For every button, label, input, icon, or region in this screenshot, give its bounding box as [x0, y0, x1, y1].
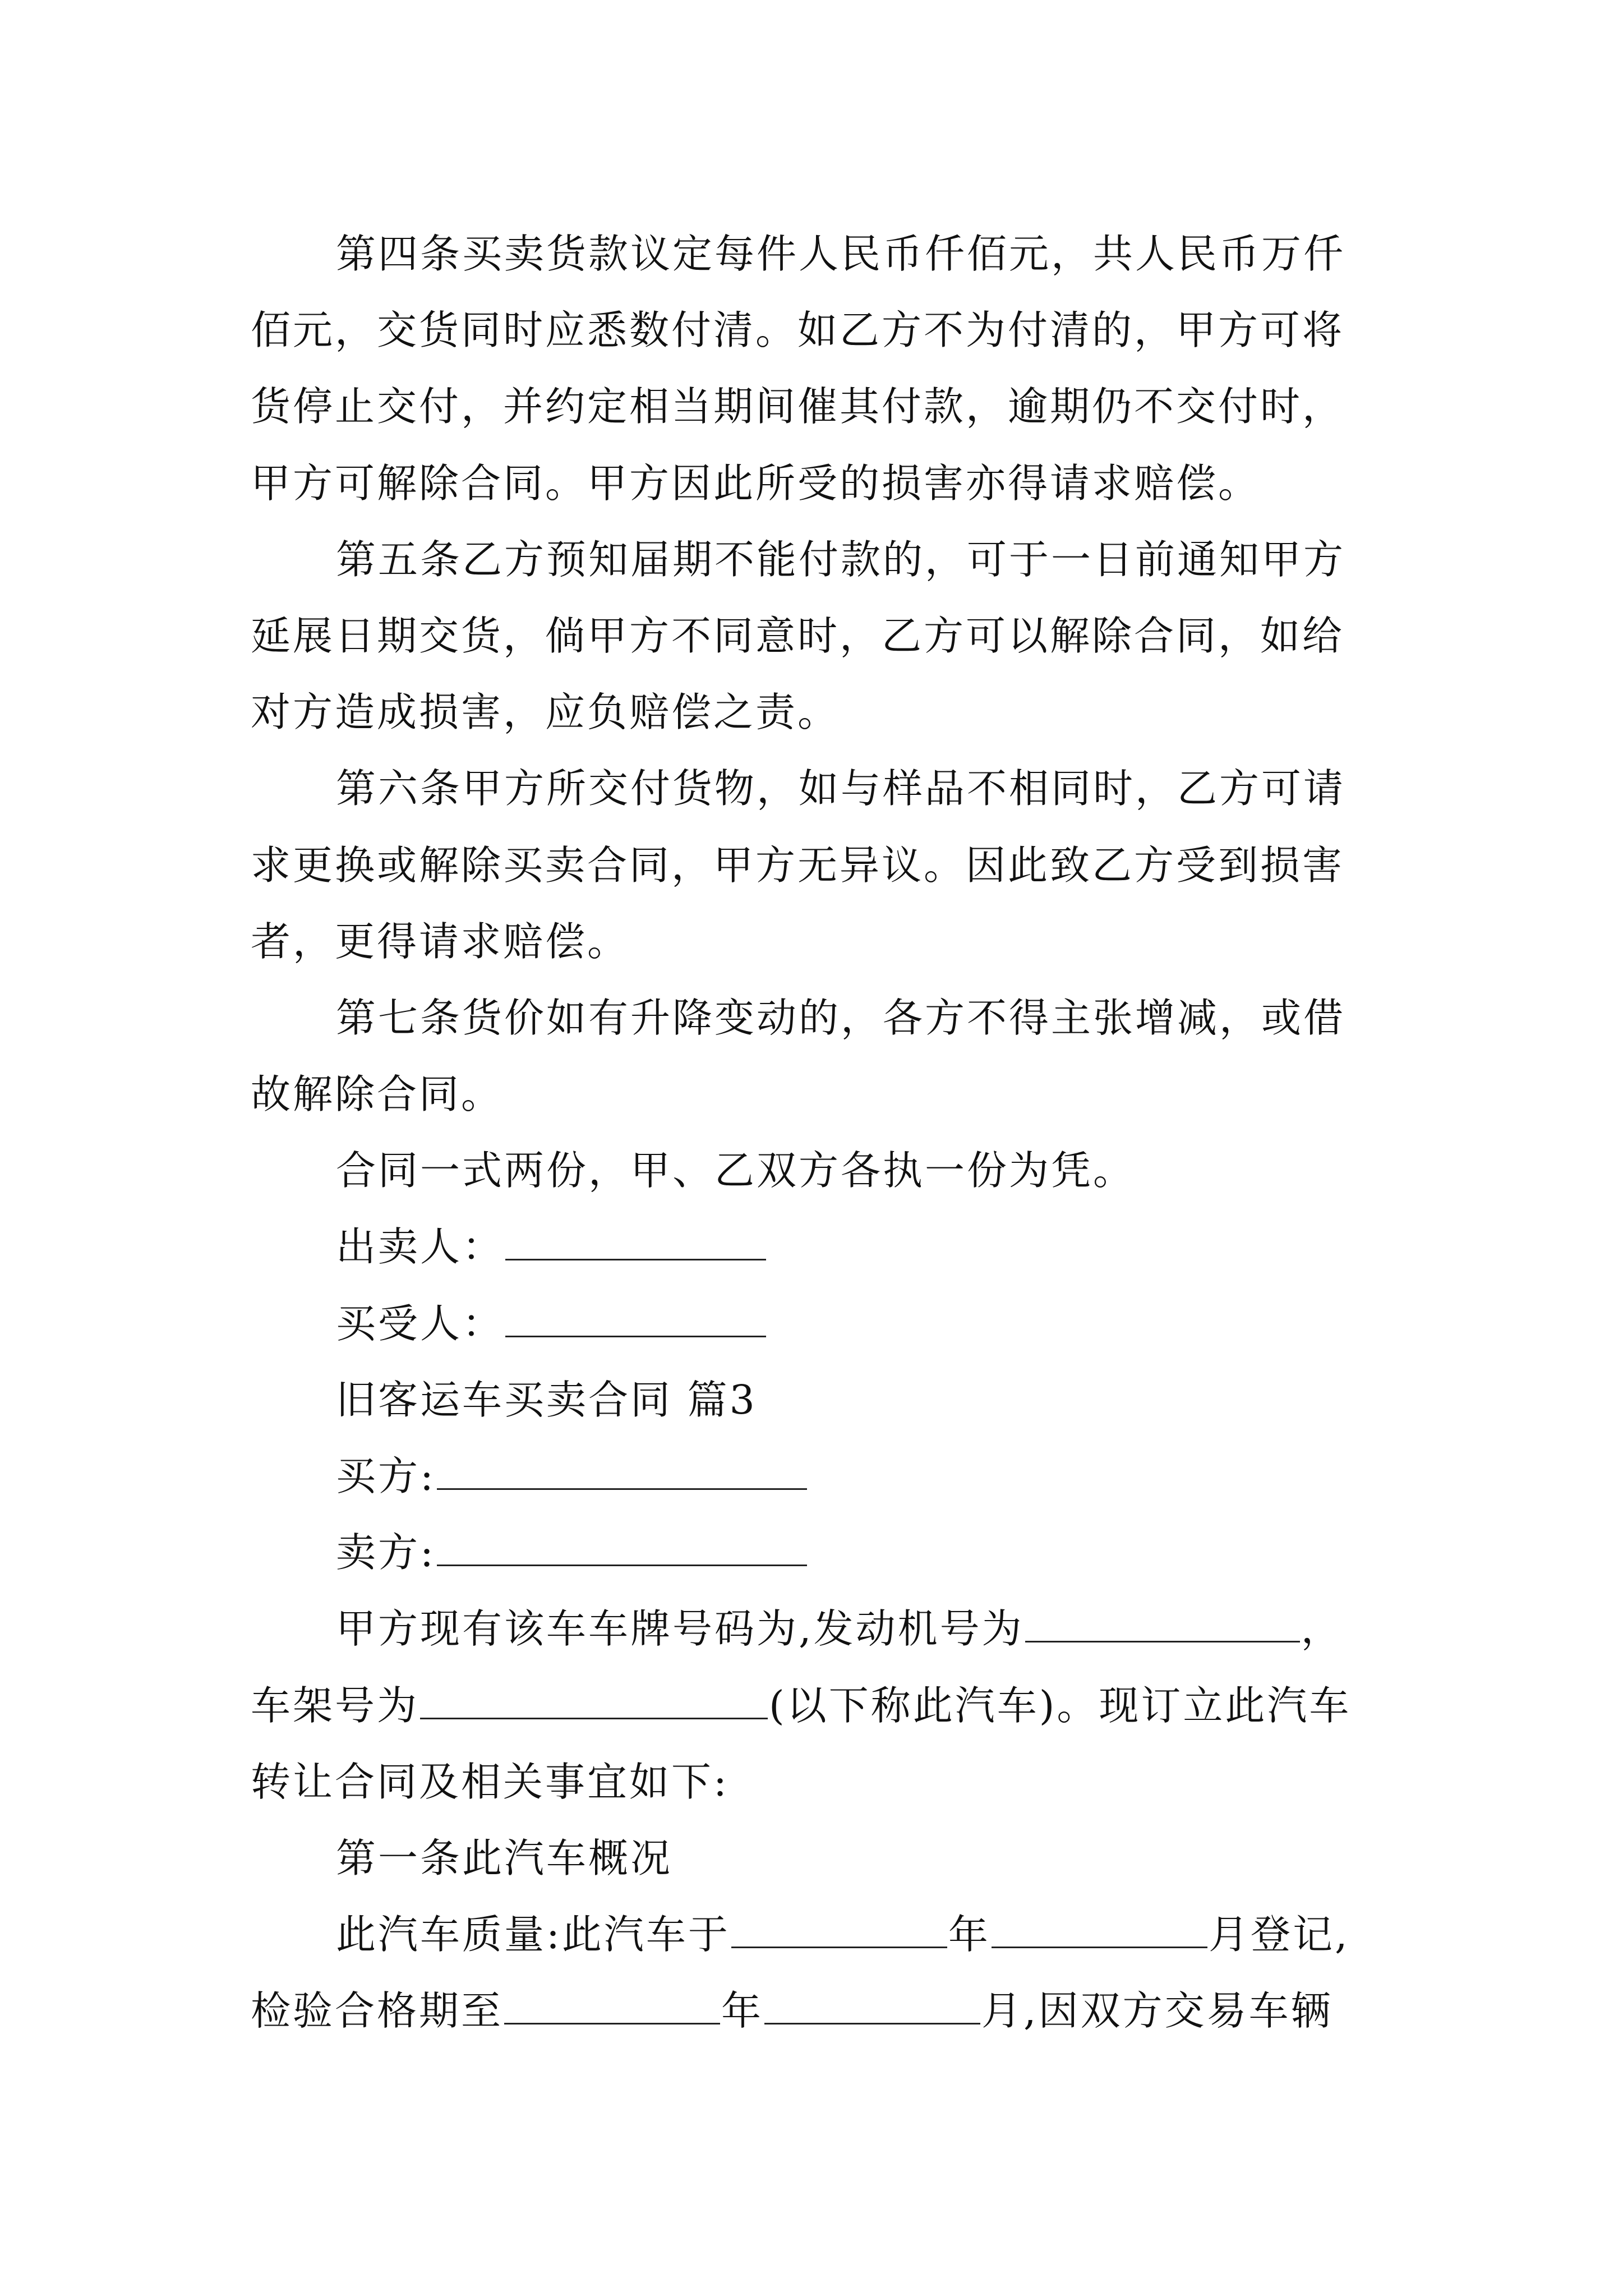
quality-line-2	[251, 1973, 1373, 2049]
article5-line-3: 对方造成损害，应负赔偿之责。	[251, 689, 840, 736]
vehicle-intro-line-2	[251, 1668, 1373, 1744]
article6-line-1: 第六条甲方所交付货物，如与样品不相同时，乙方可请	[336, 765, 1346, 812]
article6-line-3: 者，更得请求赔偿。	[251, 918, 630, 965]
seller-blank	[437, 1532, 807, 1566]
quality-text-1: 此汽车质量:此汽车于	[336, 1911, 730, 1958]
vehicle-intro-comma: ，	[1301, 1605, 1343, 1653]
vehicle-intro-text-2: (以下称此汽车)。现订立此汽车	[769, 1682, 1352, 1729]
buyer-party-line	[251, 1438, 1373, 1515]
engine-number-blank	[1025, 1608, 1300, 1642]
registration-year-blank	[731, 1914, 947, 1948]
seller-party-line	[251, 1515, 1373, 1591]
inspection-year-blank	[504, 1990, 720, 2024]
article7-line-1: 第七条货价如有升降变动的，各方不得主张增减，或借	[336, 994, 1346, 1041]
frame-number-label: 车架号为	[251, 1682, 419, 1729]
buyer-blank	[437, 1456, 807, 1490]
seller-signature-line	[251, 1209, 1373, 1285]
article5-line-1: 第五条乙方预知届期不能付款的，可于一日前通知甲方	[336, 536, 1346, 583]
vehicle-intro-line-3: 转让合同及相关事宜如下:	[251, 1758, 729, 1805]
year-label-1: 年	[948, 1911, 990, 1958]
quality-line-1	[251, 1897, 1373, 1973]
article4-line-4: 甲方可解除合同。甲方因此所受的损害亦得请求赔偿。	[251, 459, 1261, 507]
article4-line-1: 第四条买卖货款议定每件人民币仟佰元，共人民币万仟	[336, 231, 1346, 277]
article6-line-2: 求更换或解除买卖合同，甲方无异议。因此致乙方受到损害	[251, 841, 1345, 889]
quality-text-2: 月登记,	[1208, 1911, 1350, 1958]
article1-title: 第一条此汽车概况	[336, 1834, 673, 1881]
frame-number-blank	[420, 1685, 768, 1719]
inspection-month-blank	[764, 1990, 980, 2024]
copies-clause: 合同一式两份，甲、乙双方各执一份为凭。	[336, 1147, 1136, 1194]
quality-text-3: 月,因双方交易车辆	[981, 1987, 1333, 2035]
seller-signature-blank	[505, 1226, 766, 1260]
seller-sign-label: 出卖人：	[336, 1223, 505, 1271]
inspection-label: 检验合格期至	[251, 1987, 504, 2035]
contract-body	[251, 216, 1373, 2050]
buyer-signature-blank	[505, 1303, 766, 1337]
buyer-label: 买方:	[336, 1453, 436, 1499]
article5-line-2: 延展日期交货，倘甲方不同意时，乙方可以解除合同，如给	[251, 612, 1345, 659]
registration-month-blank	[992, 1914, 1207, 1948]
seller-label: 卖方:	[336, 1529, 436, 1576]
article7-line-2: 故解除合同。	[251, 1071, 504, 1118]
buyer-sign-label: 买受人：	[336, 1300, 505, 1347]
section-title: 旧客运车买卖合同 篇3	[336, 1376, 757, 1423]
article4-line-3: 货停止交付，并约定相当期间催其付款，逾期仍不交付时，	[251, 383, 1345, 430]
year-label-2: 年	[721, 1987, 764, 2035]
buyer-signature-line	[251, 1286, 1373, 1362]
vehicle-intro-text-1: 甲方现有该车车牌号码为,发动机号为	[336, 1605, 1024, 1653]
article4-line-2: 佰元，交货同时应悉数付清。如乙方不为付清的，甲方可将	[251, 307, 1345, 354]
vehicle-intro-line-1	[251, 1591, 1373, 1667]
